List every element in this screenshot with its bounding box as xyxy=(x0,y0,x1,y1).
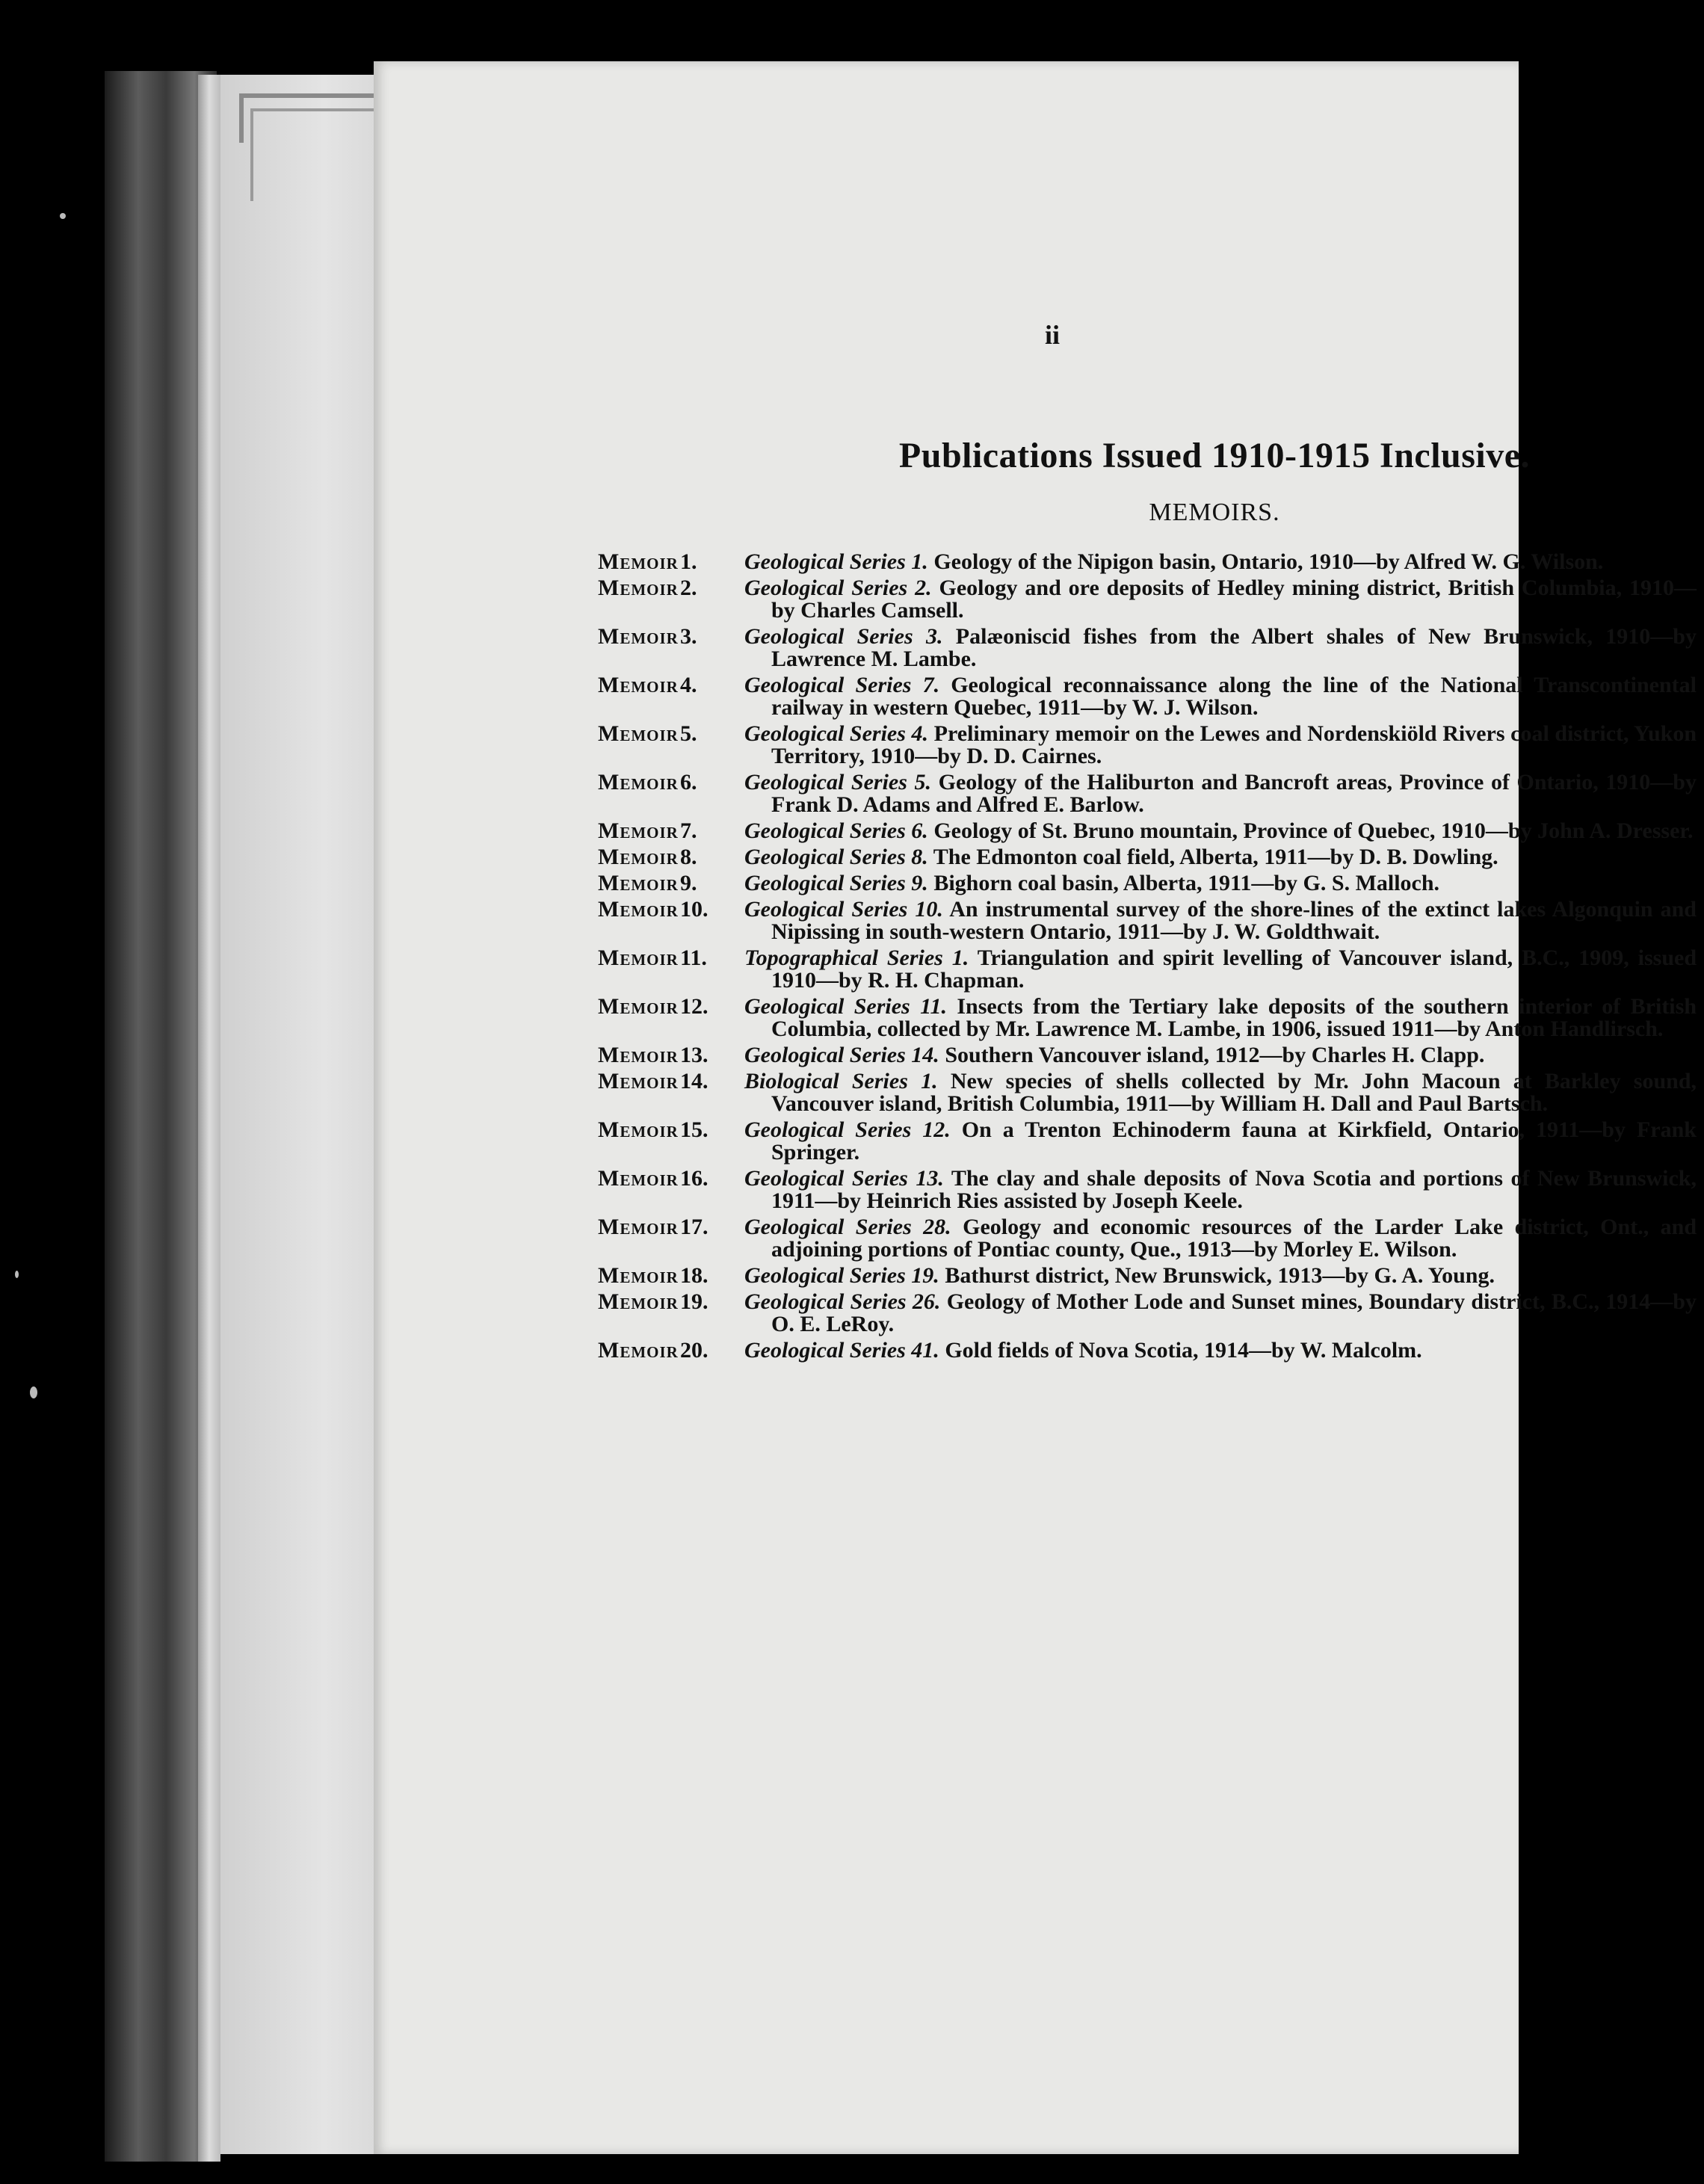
series-name: Geological Series 12. xyxy=(744,1117,951,1142)
memoir-label: Memoir xyxy=(598,1117,679,1142)
memoir-title-author: Southern Vancouver island, 1912—by Charles H. Clapp. xyxy=(945,1043,1485,1067)
list-item xyxy=(598,996,1697,1040)
memoir-title-author: Geology and ore deposits of Hedley mining district, British Columbia, 1910—by Charles Camsell. xyxy=(771,576,1697,623)
memoir-number: 13. xyxy=(680,1043,709,1067)
series-name: Geological Series 11. xyxy=(744,994,947,1019)
memoir-number: 9. xyxy=(680,871,697,895)
list-item xyxy=(598,674,1697,719)
series-name: Geological Series 5. xyxy=(744,770,932,795)
memoir-number: 4. xyxy=(680,673,697,697)
memoir-description xyxy=(744,1216,1697,1261)
series-name: Geological Series 28. xyxy=(744,1215,951,1239)
memoir-description xyxy=(744,771,1697,816)
memoir-label: Memoir xyxy=(598,1166,679,1191)
list-item xyxy=(598,947,1697,992)
memoir-description xyxy=(744,996,1697,1040)
memoir-number: 18. xyxy=(680,1263,709,1288)
memoir-number: 7. xyxy=(680,818,697,843)
memoir-number: 1. xyxy=(680,549,697,574)
list-item xyxy=(598,1044,1697,1067)
memoir-title-author: New species of shells collected by Mr. John Macoun at Barkley sound, Vancouver island, British Columbia, 1911—by William H. Dall and Paul Bartsch. xyxy=(771,1069,1697,1116)
memoir-number: 8. xyxy=(680,845,697,869)
memoir-title-author: The Edmonton coal field, Alberta, 1911—by D. B. Dowling. xyxy=(933,845,1498,869)
list-item xyxy=(598,1167,1697,1212)
memoir-label: Memoir xyxy=(598,994,679,1019)
memoir-title-author: Insects from the Tertiary lake deposits of the southern interior of British Columbia, collected by Mr. Lawrence M. Lambe, in 1906, issued 1911—by Anton Handlirsch. xyxy=(771,994,1697,1041)
memoir-description xyxy=(744,898,1697,943)
memoir-title-author: Palæoniscid fishes from the Albert shales of New Brunswick, 1910—by Lawrence M. Lambe. xyxy=(771,624,1697,671)
memoir-label: Memoir xyxy=(598,1263,679,1288)
list-item xyxy=(598,1216,1697,1261)
memoir-description xyxy=(744,551,1697,573)
memoir-description xyxy=(744,947,1697,992)
memoir-title-author: Gold fields of Nova Scotia, 1914—by W. Malcolm. xyxy=(945,1338,1422,1363)
memoir-title-author: Geology of St. Bruno mountain, Province of Quebec, 1910—by John A. Dresser. xyxy=(933,818,1694,843)
memoir-title-author: Geology of the Nipigon basin, Ontario, 1910—by Alfred W. G. Wilson. xyxy=(933,549,1604,574)
memoir-description xyxy=(744,1339,1697,1362)
memoir-description xyxy=(744,577,1697,622)
memoir-description xyxy=(744,820,1697,842)
section-heading: MEMOIRS. xyxy=(1149,499,1280,526)
memoir-description xyxy=(744,1119,1697,1164)
memoir-description xyxy=(744,872,1697,895)
memoir-list xyxy=(598,551,1697,1366)
memoir-number: 19. xyxy=(680,1289,709,1314)
memoir-label: Memoir xyxy=(598,1069,679,1093)
series-name: Geological Series 14. xyxy=(744,1043,939,1067)
memoir-title-author: Bighorn coal basin, Alberta, 1911—by G. S. Malloch. xyxy=(933,871,1440,895)
memoir-number: 6. xyxy=(680,770,697,795)
memoir-label: Memoir xyxy=(598,549,679,574)
memoir-number: 5. xyxy=(680,721,697,746)
page-fold-edge xyxy=(198,75,220,2162)
page-title: Publications Issued 1910-1915 Inclusive. xyxy=(898,436,1531,475)
dust-speck xyxy=(60,213,66,219)
memoir-description xyxy=(744,846,1697,869)
series-name: Geological Series 3. xyxy=(744,624,943,649)
list-item xyxy=(598,577,1697,622)
series-name: Geological Series 41. xyxy=(744,1338,939,1363)
memoir-label: Memoir xyxy=(598,721,679,746)
list-item xyxy=(598,1119,1697,1164)
memoir-number: 16. xyxy=(680,1166,709,1191)
memoir-title-author: Bathurst district, New Brunswick, 1913—by G. A. Young. xyxy=(945,1263,1495,1288)
memoir-label: Memoir xyxy=(598,946,679,970)
memoir-number: 17. xyxy=(680,1215,709,1239)
memoir-label: Memoir xyxy=(598,871,679,895)
underlying-page xyxy=(217,75,396,2154)
series-name: Geological Series 26. xyxy=(744,1289,941,1314)
memoir-description xyxy=(744,1070,1697,1115)
list-item xyxy=(598,846,1697,869)
list-item xyxy=(598,872,1697,895)
memoir-label: Memoir xyxy=(598,770,679,795)
series-name: Geological Series 1. xyxy=(744,549,928,574)
series-name: Biological Series 1. xyxy=(744,1069,938,1093)
memoir-description xyxy=(744,1265,1697,1287)
list-item xyxy=(598,551,1697,573)
memoir-label: Memoir xyxy=(598,818,679,843)
memoir-label: Memoir xyxy=(598,624,679,649)
memoir-title-author: Geology of Mother Lode and Sunset mines, Boundary district, B.C., 1914—by O. E. LeRoy. xyxy=(771,1289,1697,1336)
memoir-label: Memoir xyxy=(598,1043,679,1067)
memoir-label: Memoir xyxy=(598,1289,679,1314)
list-item xyxy=(598,820,1697,842)
memoir-title-author: Geology and economic resources of the Larder Lake district, Ont., and adjoining portions of Pontiac county, Que., 1913—by Morley E. Wilson. xyxy=(771,1215,1697,1262)
memoir-description xyxy=(744,1291,1697,1336)
memoir-number: 14. xyxy=(680,1069,709,1093)
memoir-label: Memoir xyxy=(598,1338,679,1363)
list-item xyxy=(598,723,1697,768)
memoir-label: Memoir xyxy=(598,845,679,869)
memoir-number: 11. xyxy=(680,946,707,970)
list-item xyxy=(598,626,1697,670)
memoir-title-author: Geology of the Haliburton and Bancroft areas, Province of Ontario, 1910—by Frank D. Adams and Alfred E. Barlow. xyxy=(771,770,1697,817)
memoir-number: 10. xyxy=(680,897,709,922)
memoir-number: 15. xyxy=(680,1117,709,1142)
series-name: Geological Series 7. xyxy=(744,673,940,697)
memoir-number: 2. xyxy=(680,576,697,600)
page-folio: ii xyxy=(1044,320,1060,350)
series-name: Geological Series 4. xyxy=(744,721,929,746)
series-name: Topographical Series 1. xyxy=(744,946,969,970)
list-item xyxy=(598,1291,1697,1336)
series-name: Geological Series 19. xyxy=(744,1263,939,1288)
memoir-title-author: An instrumental survey of the shore-lines of the extinct lakes Algonquin and Nipissing in south-western Ontario, 1911—by J. W. Goldthwait. xyxy=(771,897,1697,944)
memoir-title-author: Preliminary memoir on the Lewes and Nordenskiöld Rivers coal district, Yukon Territory, 1910—by D. D. Cairnes. xyxy=(771,721,1697,768)
series-name: Geological Series 8. xyxy=(744,845,928,869)
memoir-label: Memoir xyxy=(598,897,679,922)
dust-speck xyxy=(15,1271,19,1278)
memoir-label: Memoir xyxy=(598,576,679,600)
series-name: Geological Series 13. xyxy=(744,1166,944,1191)
memoir-number: 20. xyxy=(680,1338,709,1363)
memoir-description xyxy=(744,674,1697,719)
series-name: Geological Series 2. xyxy=(744,576,932,600)
memoir-description xyxy=(744,1044,1697,1067)
memoir-title-author: On a Trenton Echinoderm fauna at Kirkfield, Ontario, 1911—by Frank Springer. xyxy=(771,1117,1697,1165)
memoir-description xyxy=(744,1167,1697,1212)
memoir-description xyxy=(744,626,1697,670)
memoir-number: 3. xyxy=(680,624,697,649)
memoir-title-author: Geological reconnaissance along the line of the National Transcontinental railway in western Quebec, 1911—by W. J. Wilson. xyxy=(771,673,1697,720)
list-item xyxy=(598,771,1697,816)
list-item xyxy=(598,1339,1697,1362)
list-item xyxy=(598,898,1697,943)
memoir-number: 12. xyxy=(680,994,709,1019)
memoir-label: Memoir xyxy=(598,1215,679,1239)
series-name: Geological Series 9. xyxy=(744,871,928,895)
memoir-title-author: The clay and shale deposits of Nova Scotia and portions of New Brunswick, 1911—by Heinrich Ries assisted by Joseph Keele. xyxy=(771,1166,1697,1213)
list-item xyxy=(598,1070,1697,1115)
list-item xyxy=(598,1265,1697,1287)
dust-speck xyxy=(30,1386,37,1398)
document-page xyxy=(374,61,1697,2154)
series-name: Geological Series 6. xyxy=(744,818,928,843)
memoir-description xyxy=(744,723,1697,768)
memoir-title-author: Triangulation and spirit levelling of Vancouver island, B.C., 1909, issued 1910—by R. H. Chapman. xyxy=(771,946,1697,993)
memoir-label: Memoir xyxy=(598,673,679,697)
series-name: Geological Series 10. xyxy=(744,897,943,922)
